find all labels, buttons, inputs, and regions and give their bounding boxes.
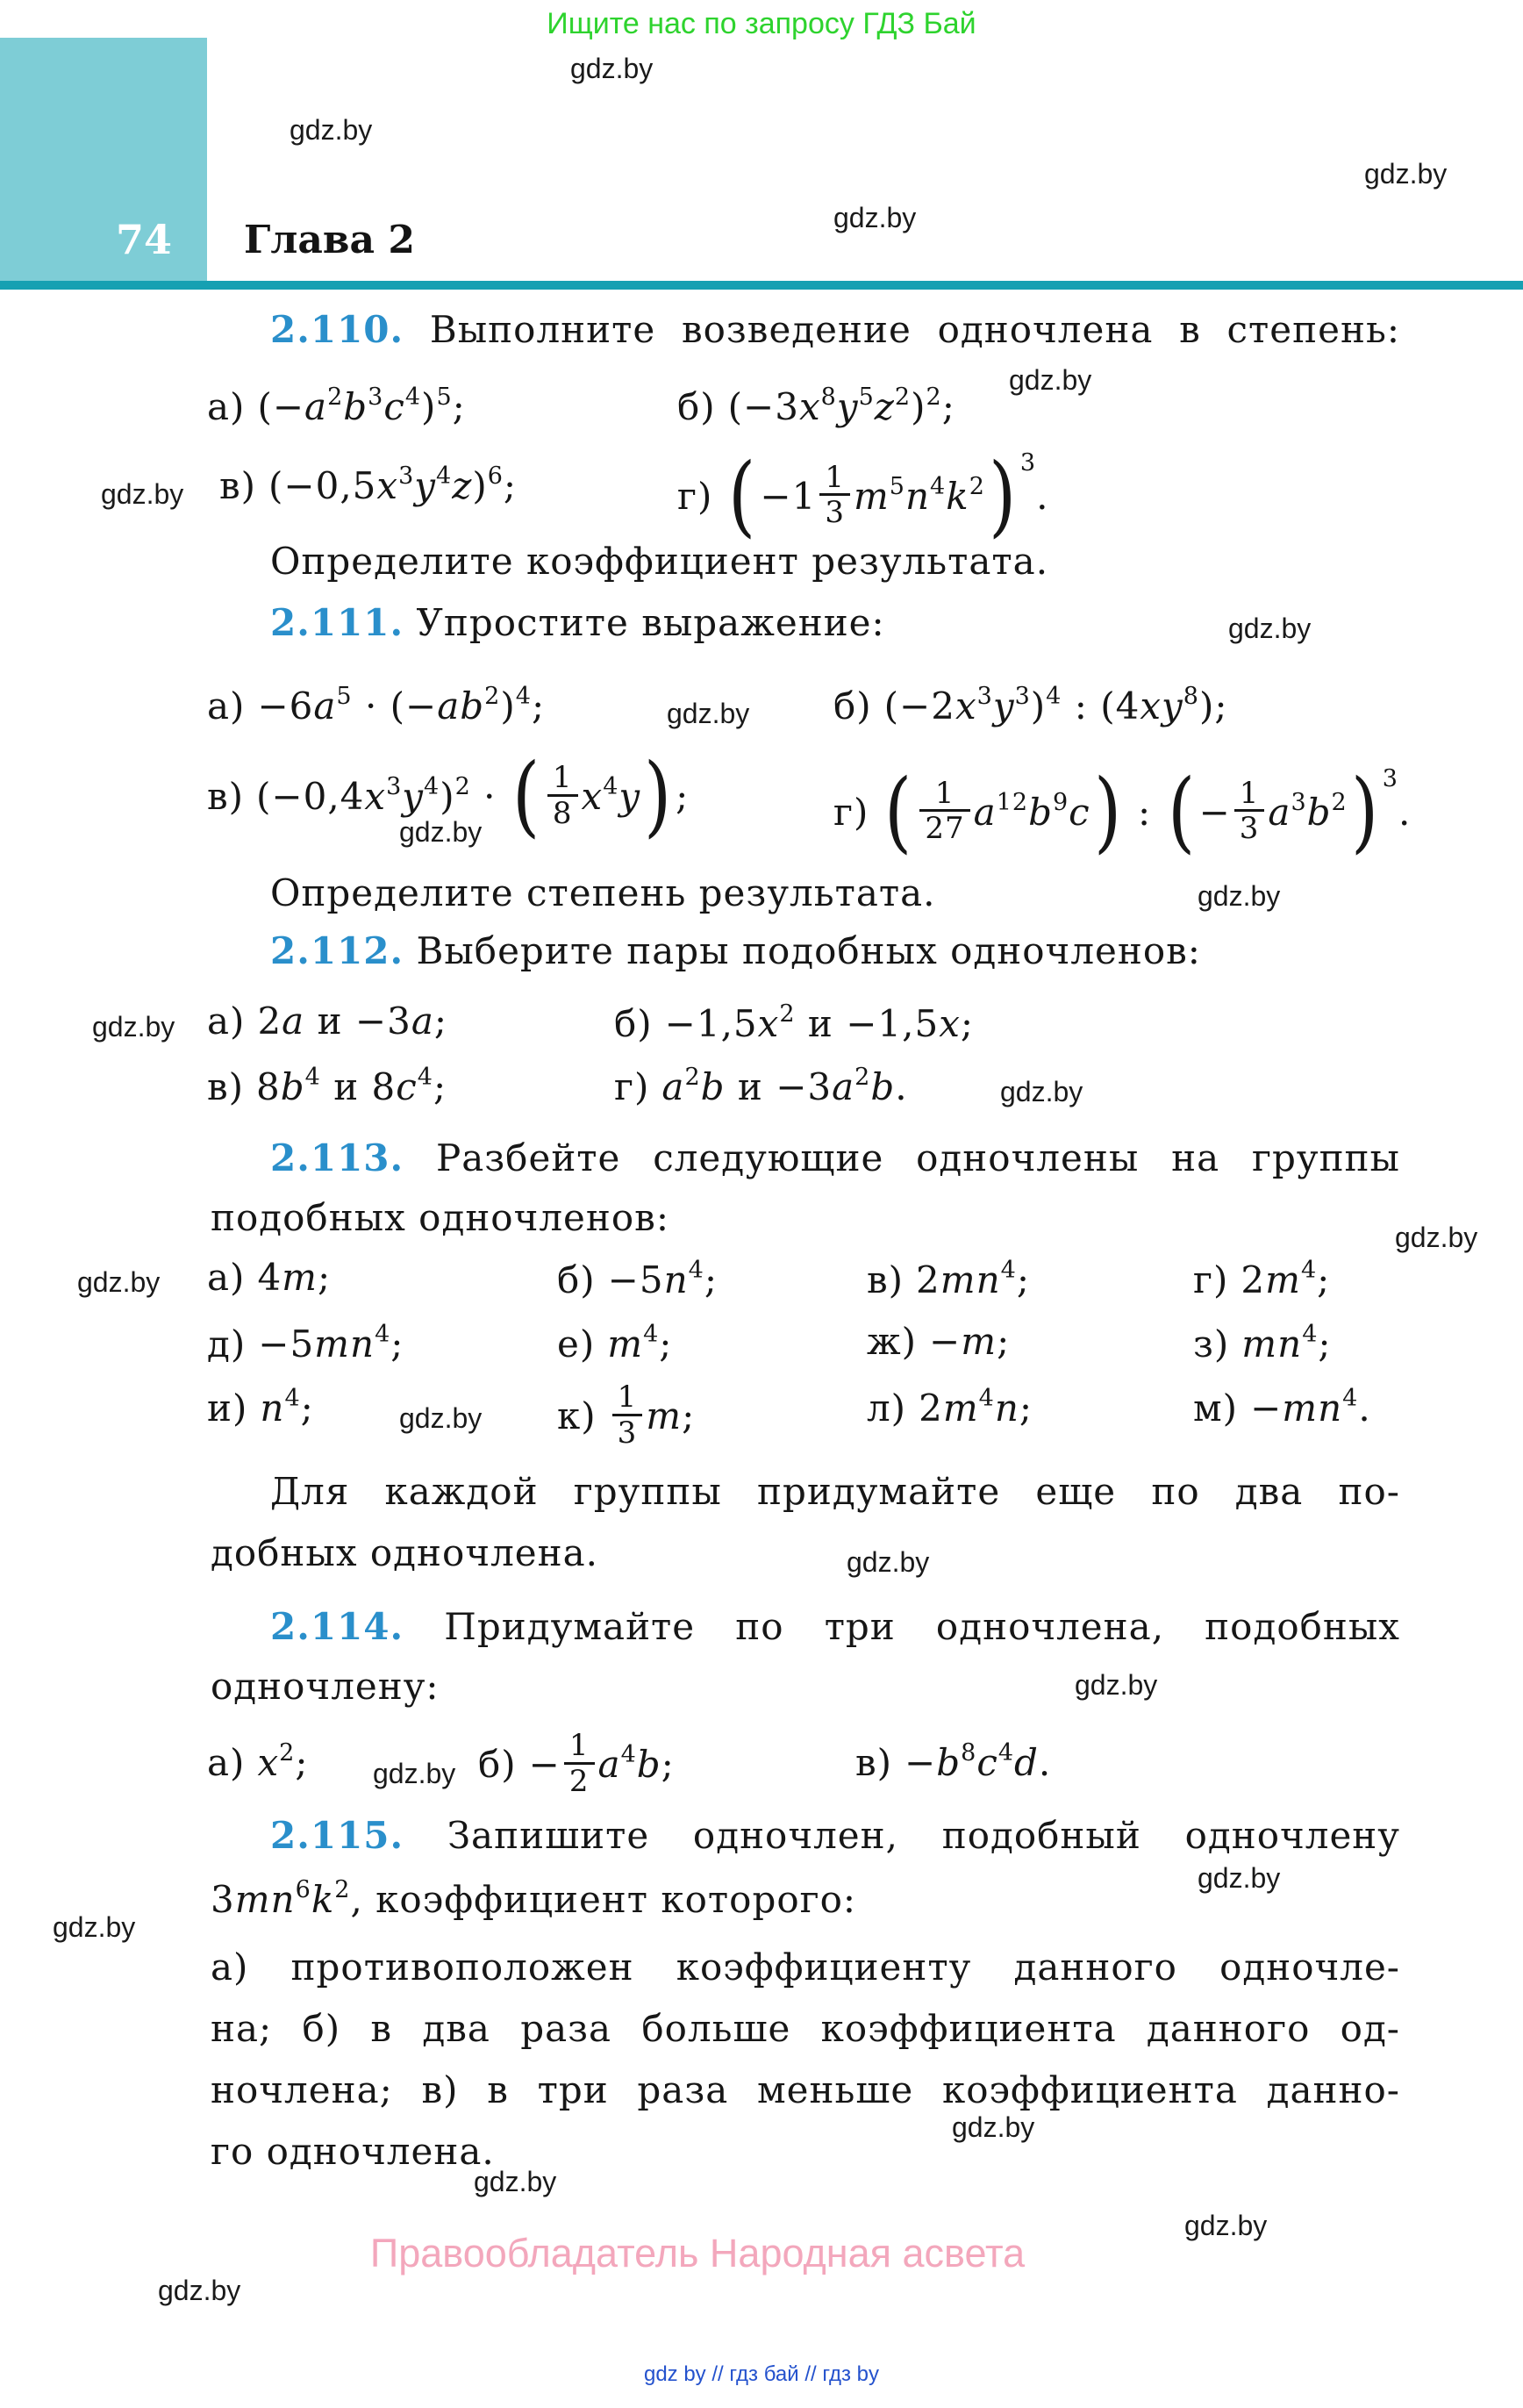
problem-2115-line6: го одночлена.	[211, 2130, 495, 2173]
formula: $(-3x^8y^5z^2)^2$;	[727, 383, 955, 428]
watermark-gdzby: gdz.by	[1075, 1669, 1158, 1701]
item-label: а)	[207, 385, 246, 428]
item-label: а)	[207, 684, 246, 727]
problem-2113-item-k	[557, 1380, 696, 1454]
problem-2113-item-zh	[867, 1321, 1010, 1363]
problem-2113-after-line2: добных одночлена.	[211, 1531, 599, 1574]
problem-2110-title	[270, 309, 1400, 351]
watermark-gdzby: gdz.by	[667, 698, 750, 729]
problem-2113-item-v	[867, 1257, 1030, 1301]
formula: (−1 $\frac{1}{3}$ $m^5n^4k^2$) $^3$.	[728, 444, 1049, 547]
formula: $-5n^4$;	[607, 1257, 718, 1301]
watermark-gdzby: gdz.by	[833, 202, 917, 233]
problem-2113-item-z	[1193, 1321, 1332, 1365]
item-label: к)	[557, 1394, 597, 1438]
item-label: б)	[677, 385, 716, 428]
watermark-gdzby: gdz.by	[1000, 1076, 1083, 1107]
footer-links[interactable]: gdz by // гдз бай // гдз by	[643, 2362, 880, 2386]
item-label: л)	[867, 1387, 907, 1430]
problem-2110-number: 2.110.	[270, 308, 404, 351]
problem-2114-title-text: Придумайте по три одночлена, подобных	[444, 1605, 1400, 1648]
watermark-gdzby: gdz.by	[1198, 1862, 1281, 1894]
problem-2113-item-b	[557, 1257, 718, 1301]
problem-2113-item-i	[207, 1385, 314, 1430]
problem-2112-number: 2.112.	[270, 929, 404, 972]
item-label: ж)	[867, 1320, 918, 1363]
problem-2114-number: 2.114.	[270, 1605, 404, 1648]
item-label: а)	[207, 1000, 246, 1043]
watermark-gdzby: gdz.by	[847, 1546, 930, 1578]
formula: $-1,5x^2$ и −1,5x;	[664, 1000, 975, 1045]
problem-2113-item-a	[207, 1257, 331, 1299]
problem-2110-title-text: Выполните возведение одночлена в степень:	[429, 308, 1400, 351]
problem-2115-line2	[211, 1876, 856, 1921]
problem-2111-item-a	[207, 683, 545, 727]
formula: $(-0,4x^3y^4)^2$ · ( $\frac{1}{8}$ $x^4y$);	[256, 744, 690, 848]
problem-2114-title-line2: одночлену:	[211, 1665, 440, 1708]
item-label: м)	[1193, 1387, 1239, 1430]
problem-2113-item-l	[867, 1385, 1033, 1430]
problem-2112-title-text: Выберите пары подобных одночленов:	[416, 929, 1201, 972]
watermark-gdzby: gdz.by	[92, 1011, 175, 1043]
problem-2110-item-b	[677, 383, 955, 428]
item-label: в)	[855, 1741, 893, 1784]
watermark-gdzby: gdz.by	[1228, 613, 1312, 644]
item-label: в)	[867, 1258, 905, 1301]
problem-2111-note: Определите степень результата.	[270, 871, 936, 914]
formula: 4m;	[257, 1256, 332, 1299]
formula: $(-2x^3y^3)^4$ : $(4xy^8)$;	[883, 683, 1228, 727]
problem-2110-item-g	[677, 444, 1049, 547]
problem-2112-item-a	[207, 1000, 447, 1043]
problem-2110-item-a	[207, 383, 466, 428]
formula: $\frac{1}{3}$ m;	[609, 1394, 696, 1437]
problem-2113-item-d	[207, 1321, 404, 1365]
formula: $mn^4$;	[1241, 1321, 1332, 1365]
formula: $2mn^4$;	[916, 1257, 1030, 1301]
formula: $n^4$;	[260, 1385, 314, 1430]
watermark-gdzby: gdz.by	[1009, 364, 1092, 396]
problem-2113-title-line1	[270, 1137, 1400, 1179]
watermark-gdzby: gdz.by	[570, 53, 654, 84]
problem-2114-item-a	[207, 1739, 308, 1784]
item-label: и)	[207, 1387, 248, 1430]
formula: ( $\frac{1}{27}$ $a^{12}b^9c$) : (− $\frac{1}{3}$ $a^3b^2$) $^3$.	[884, 760, 1412, 863]
item-label: в)	[207, 1065, 245, 1108]
item-label: е)	[557, 1322, 596, 1365]
promo-link[interactable]: Ищите нас по запросу ГДЗ Бай	[547, 7, 976, 40]
watermark-gdzby: gdz.by	[1184, 2210, 1268, 2241]
problem-2112-item-v	[207, 1064, 447, 1108]
watermark-gdzby: gdz.by	[53, 1911, 136, 1943]
watermark-gdzby: gdz.by	[158, 2275, 241, 2306]
problem-2113-after-line1: Для каждой группы придумайте еще по два по-	[270, 1470, 1400, 1513]
formula: $3mn^6k^2$, коэффициент которого:	[211, 1876, 857, 1921]
formula: $2m^4n$;	[919, 1385, 1033, 1430]
formula: −m;	[929, 1320, 1011, 1363]
watermark-gdzby: gdz.by	[474, 2166, 557, 2197]
problem-2113-number: 2.113.	[270, 1136, 404, 1179]
item-label: а)	[207, 1256, 246, 1299]
problem-2115-title-text: Запишите одночлен, подобный одночлену	[447, 1814, 1400, 1857]
watermark-gdzby: gdz.by	[373, 1758, 456, 1789]
formula: $-5mn^4$;	[258, 1321, 404, 1365]
item-label: д)	[207, 1322, 247, 1365]
problem-2110-item-v	[219, 462, 517, 507]
watermark-gdzby: gdz.by	[1198, 880, 1281, 912]
formula: $(-0,5x^3y^4z)^6$;	[268, 462, 518, 507]
problem-2113-title-text: Разбейте следующие одночлены на группы	[435, 1136, 1400, 1179]
problem-2114-title-line1	[270, 1606, 1400, 1648]
item-label: в)	[219, 464, 257, 507]
formula: − $\frac{1}{2}$ $a^4b$;	[528, 1728, 675, 1799]
watermark-gdzby: gdz.by	[290, 114, 373, 146]
watermark-gdzby: gdz.by	[952, 2111, 1035, 2143]
problem-2112-item-g	[614, 1064, 908, 1108]
problem-2111-item-b	[833, 683, 1227, 727]
item-label: в)	[207, 775, 245, 819]
watermark-gdzby: gdz.by	[1364, 158, 1448, 190]
formula: 2a и −3a;	[257, 1000, 448, 1043]
problem-2112-title	[270, 930, 1201, 972]
problem-2115-number: 2.115.	[270, 1814, 404, 1857]
problem-2111-item-g	[833, 760, 1412, 863]
watermark-gdzby: gdz.by	[399, 1402, 483, 1434]
problem-2115-line5: ночлена; в) в три раза меньше коэффициента данно-	[211, 2068, 1400, 2111]
page-number: 74	[115, 216, 172, 263]
header-divider	[0, 281, 1523, 290]
formula: $-b^8c^4d$.	[905, 1739, 1052, 1784]
problem-2114-item-v	[855, 1739, 1051, 1784]
watermark-gdzby: gdz.by	[1395, 1222, 1478, 1253]
chapter-title: Глава 2	[244, 218, 415, 262]
problem-2115-line3: а) противоположен коэффициенту данного одночле-	[211, 1946, 1400, 1989]
watermark-gdzby: gdz.by	[77, 1266, 161, 1298]
problem-2114-item-b	[478, 1728, 675, 1802]
problem-2111-title	[270, 602, 885, 644]
item-label: г)	[1193, 1258, 1229, 1301]
item-label: г)	[614, 1065, 650, 1108]
problem-2112-item-b	[614, 1000, 974, 1045]
problem-2111-title-text: Упростите выражение:	[416, 601, 885, 644]
item-label: г)	[677, 475, 713, 518]
problem-2113-item-m	[1193, 1385, 1371, 1430]
watermark-gdzby: gdz.by	[101, 478, 184, 510]
formula: $m^4$;	[607, 1321, 673, 1365]
item-label: б)	[614, 1002, 653, 1045]
problem-2115-title-line1	[270, 1815, 1400, 1857]
problem-2111-number: 2.111.	[270, 601, 404, 644]
formula: $x^2$;	[257, 1739, 309, 1784]
problem-2113-item-g	[1193, 1257, 1330, 1301]
formula: $-mn^4$.	[1250, 1385, 1371, 1430]
copyright-text: Правообладатель Народная асвета	[369, 2231, 1026, 2275]
watermark-gdzby: gdz.by	[399, 816, 483, 848]
problem-2110-note: Определите коэффициент результата.	[270, 540, 1049, 583]
formula: $(-a^2b^3c^4)^5$;	[257, 383, 466, 428]
formula: $-6a^5 \cdot (-ab^2)^4$;	[257, 683, 546, 727]
item-label: б)	[557, 1258, 596, 1301]
item-label: б)	[833, 684, 872, 727]
item-label: б)	[478, 1743, 517, 1787]
formula: $8b^4$ и $8c^4$;	[256, 1064, 447, 1108]
formula: $a^2b$ $и -3a^2b$.	[661, 1064, 908, 1108]
formula: $2m^4$;	[1241, 1257, 1331, 1301]
problem-2115-line4: на; б) в два раза больше коэффициента данного од-	[211, 2007, 1400, 2050]
problem-2113-title-line2: подобных одночленов:	[211, 1196, 669, 1239]
item-label: з)	[1193, 1322, 1230, 1365]
problem-2113-item-e	[557, 1321, 672, 1365]
item-label: г)	[833, 791, 869, 834]
item-label: а)	[207, 1741, 246, 1784]
